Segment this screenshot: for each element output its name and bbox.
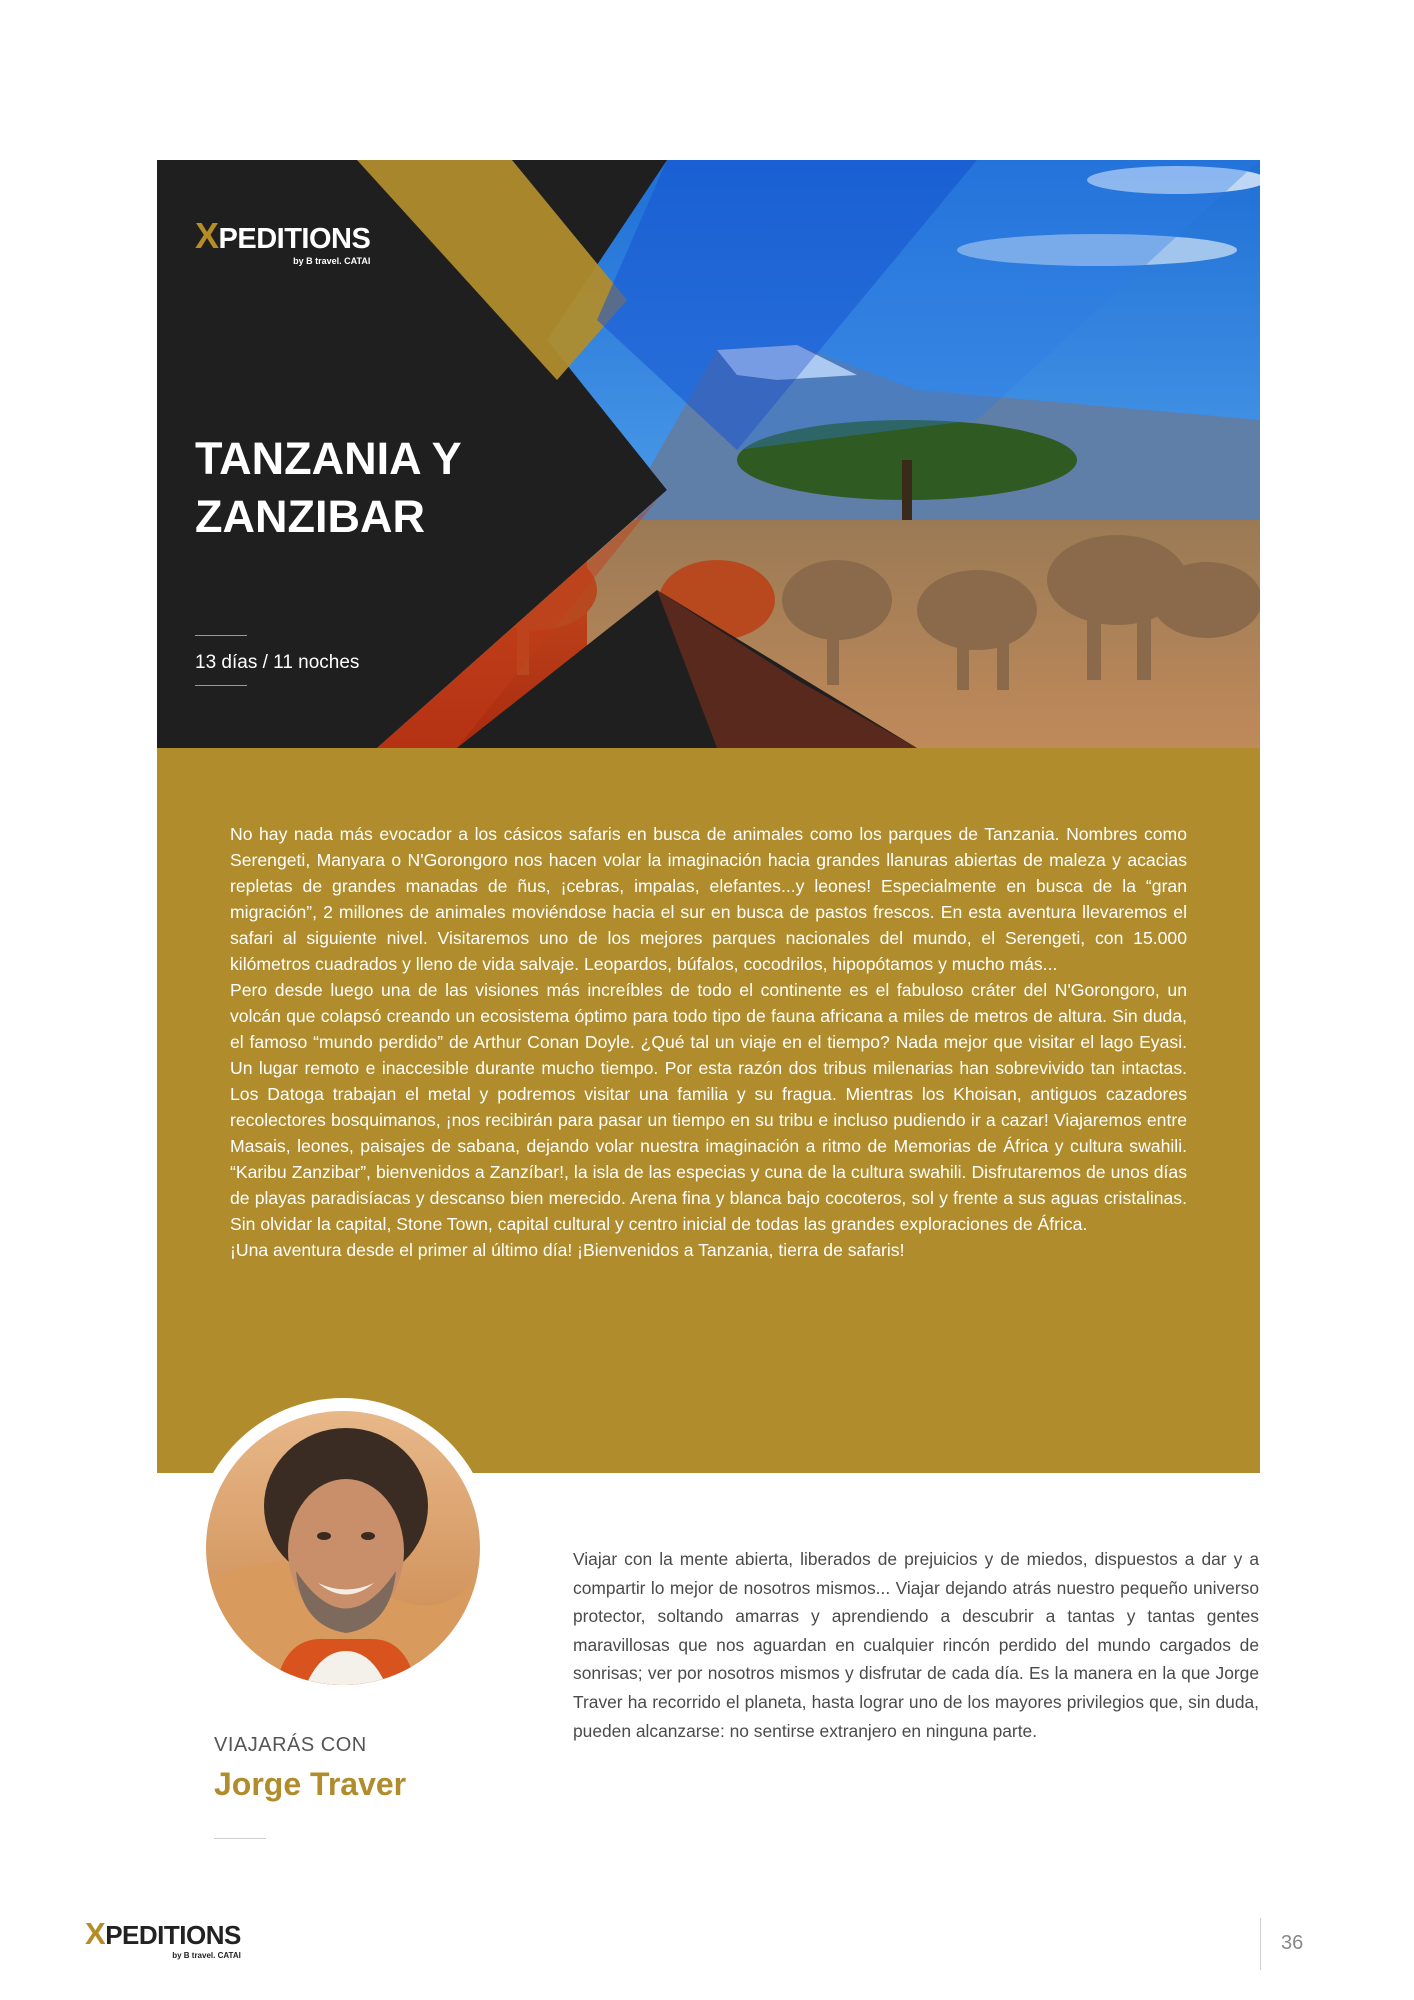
intro-paragraph: No hay nada más evocador a los cásicos safaris en busca de animales como los parques de Tanzania. Nombres como Serengeti, Manyara o N'Gorongoro nos hacen volar la imaginación hacia grandes llanuras abiertas de maleza y acacias repletas de grandes manadas de ñus, ¡cebras, impalas, elefantes...y leones! Especialmente en busca de la “gran migración”, 2 millones de animales moviéndose hacia el sur en busca de pastos frescos. En esta aventura llevaremos el safari al siguiente nivel. Visitaremos uno de los mejores parques nacionales del mundo, el Serengeti, con 15.000 kilómetros cuadrados y lleno de vida salvaje. Leopardos, búfalos, cocodrilos, hipopótamos y mucho más... [230,824,1187,974]
brand-tagline: by B travel. CATAI [172,1951,241,1960]
footer-logo [85,1918,241,1960]
guide-bio: Viajar con la mente abierta, liberados de prejuicios y de miedos, dispuestos a dar y a compartir lo mejor de nosotros mismos... Viajar dejando atrás nuestro pequeño universo protector, soltando amarras y aprendiendo a descubrir a tantas y tantas gentes maravillosas que nos aguardan en cualquier rincón perdido del mundo cargados de sonrisas; ver por nosotros mismos y disfrutar de cada día. Es la manera en la que Jorge Traver ha recorrido el planeta, hasta lograr uno de los mayores privilegios que, sin duda, pueden alcanzarse: no sentirse extranjero en ninguna parte. [573,1549,1259,1741]
brand-x-letter: X [85,1916,106,1951]
guide-name: Jorge Traver [214,1766,407,1802]
brand-logo [195,215,371,266]
intro-paragraph: ¡Una aventura desde el primer al último día! ¡Bienvenidos a Tanzania, tierra de safaris! [230,1240,905,1260]
guide-portrait-frame [193,1398,493,1698]
divider [214,1838,266,1839]
brand-x-letter: X [195,215,219,256]
brand-name: PEDITIONS [218,223,371,255]
divider [195,635,247,636]
brand-tagline: by B travel. CATAI [293,256,371,266]
intro-section [157,748,1260,1473]
intro-text [230,821,1187,1263]
page-title: TANZANIA Y ZANZIBAR [195,433,461,542]
intro-paragraph: Pero desde luego una de las visiones más increíbles de todo el continente es el fabuloso cráter del N'Gorongoro, un volcán que colapsó creando un ecosistema óptimo para todo tipo de fauna africana a miles de metros de altura. Sin duda, el famoso “mundo perdido” de Arthur Conan Doyle. ¿Qué tal un viaje en el tiempo? Nada mejor que visitar el lago Eyasi. Un lugar remoto e inaccesible durante mucho tiempo. Por esta razón dos tribus milenarias han sobrevivido tan intactas. Los Datoga trabajan el metal y podremos visitar una familia y su fragua. Mientras los Khoisan, antiguos cazadores recolectores bosquimanos, ¡nos recibirán para pasar un tiempo en su tribu e incluso pudiendo ir a cazar! Viajaremos entre Masais, leones, paisajes de sabana, dejando volar nuestra imaginación a ritmo de Memorias de África y cultura swahili. “Karibu Zanzibar”, bienvenidos a Zanzíbar!, la isla de las especias y cuna de la cultura swahili. Disfrutaremos de unos días de playas paradisíacas y descanso bien merecido. Arena fina y blanca bajo cocoteros, sol y frente a sus aguas cristalinas. Sin olvidar la capital, Stone Town, capital cultural y centro inicial de todas las grandes exploraciones de África. [230,980,1187,1234]
trip-duration: 13 días / 11 noches [195,652,360,673]
page-number: 36 [1281,1932,1304,1954]
guide-portrait [206,1411,480,1685]
divider [195,685,247,686]
travel-with-label: VIAJARÁS CON [214,1734,367,1756]
footer-divider [1260,1918,1261,1970]
hero-banner [157,160,1260,748]
brand-name: PEDITIONS [105,1920,241,1950]
